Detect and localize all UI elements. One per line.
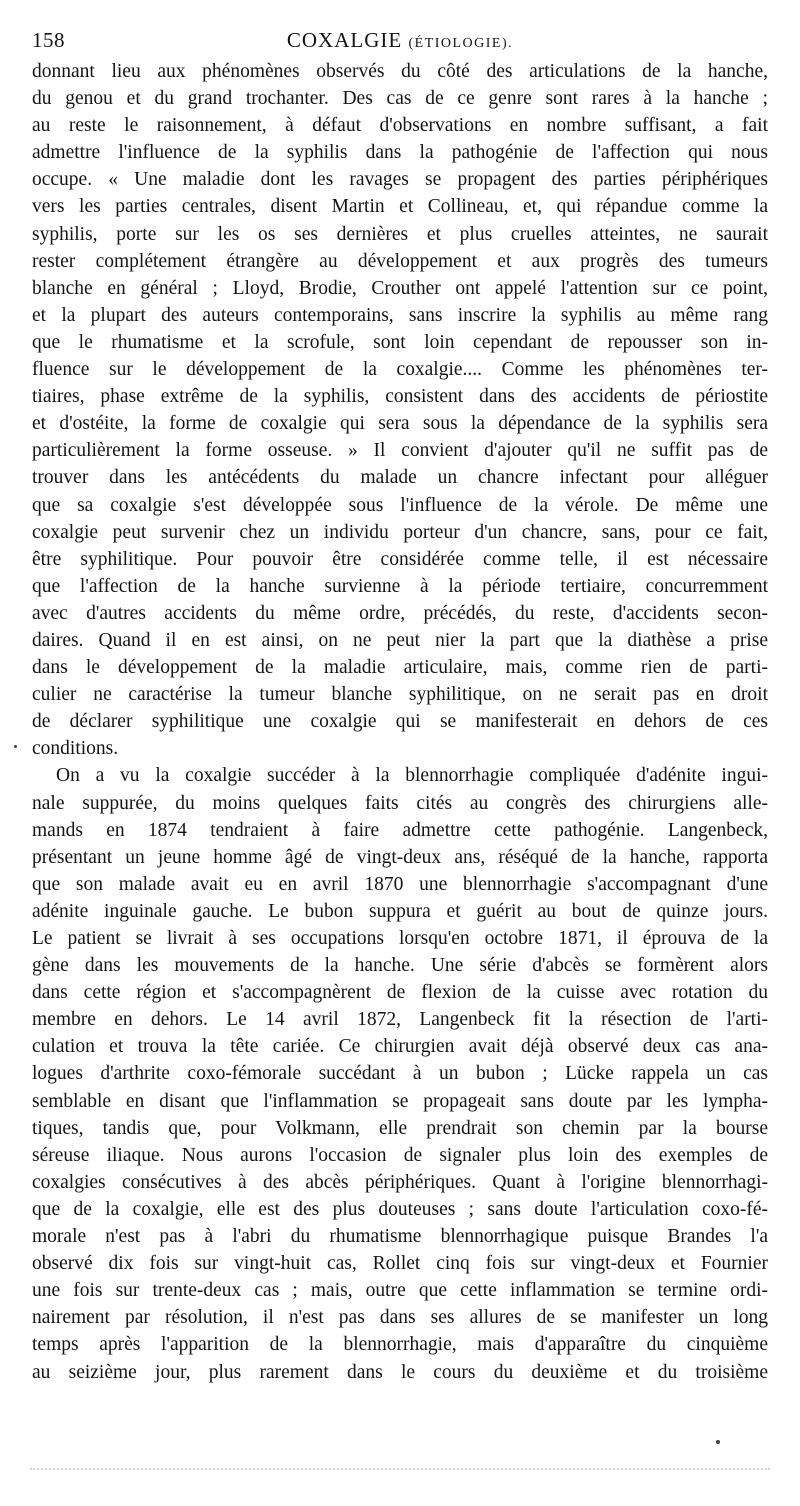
text-line: coxalgies consécutives à des abcès périphériques. Quant à l'origine blennorrhagi- [32, 1171, 768, 1193]
text-line: temps après l'apparition de la blennorrhagie, mais d'apparaître du cinquième [32, 1334, 768, 1356]
text-line: logues d'arthrite coxo-fémorale succédant à un bubon ; Lücke rappela un cas [32, 1063, 768, 1085]
text-line: culier ne caractérise la tumeur blanche syphilitique, on ne serait pas en droit [32, 684, 768, 706]
text-line: une fois sur trente-deux cas ; mais, outre que cette inflammation se termine ordi- [32, 1280, 768, 1302]
text-line: trouver dans les antécédents du malade un chancre infectant pour alléguer [32, 467, 768, 489]
text-line: présentant un jeune homme âgé de vingt-deux ans, réséqué de la hanche, rapporta [32, 846, 768, 868]
bottom-page-marks [30, 1468, 770, 1476]
text-line: adénite inguinale gauche. Le bubon suppura et guérit au bout de quinze jours. [32, 900, 768, 922]
text-line: observé dix fois sur vingt-huit cas, Rollet cinq fois sur vingt-deux et Fournier [32, 1253, 768, 1275]
text-line: gène dans les mouvements de la hanche. Une série d'abcès se formèrent alors [32, 955, 768, 977]
text-line: avec d'autres accidents du même ordre, précédés, du reste, d'accidents secon- [32, 602, 768, 624]
text-line: tiaires, phase extrême de la syphilis, consistent dans des accidents de périostite [32, 386, 768, 408]
text-line: rester complétement étrangère au développement et aux progrès des tumeurs [32, 250, 768, 272]
text-line: être syphilitique. Pour pouvoir être considérée comme telle, il est nécessaire [32, 548, 768, 570]
ink-speck [716, 1440, 720, 1444]
text-line: que l'affection de la hanche survienne à la période tertiaire, concurremment [32, 575, 768, 597]
text-line: syphilis, porte sur les os ses dernières et plus cruelles atteintes, ne saurait [32, 223, 768, 245]
text-line: nairement par résolution, il n'est pas dans ses allures de se manifester un long [32, 1307, 768, 1329]
text-line: dans le développement de la maladie articulaire, mais, comme rien de parti- [32, 657, 768, 679]
page-number: 158 [32, 28, 65, 52]
running-title [32, 28, 768, 53]
text-line: et d'ostéite, la forme de coxalgie qui sera sous la dépendance de la syphilis sera [32, 413, 768, 435]
running-title-main: COXALGIE [286, 28, 403, 52]
body-text [32, 58, 768, 1386]
text-line: que sa coxalgie s'est développée sous l'influence de la vérole. De même une [32, 494, 768, 516]
text-line: occupe. « Une maladie dont les ravages se propagent des parties périphériques [32, 169, 768, 191]
text-line: au seizième jour, plus rarement dans le cours du deuxième et du troisième [32, 1361, 768, 1383]
text-line: que de la coxalgie, elle est des plus douteuses ; sans doute l'articulation coxo-fé- [32, 1198, 768, 1220]
text-line: fluence sur le développement de la coxalgie.... Comme les phénomènes ter- [32, 359, 768, 381]
book-page [32, 28, 768, 1386]
text-line: blanche en général ; Lloyd, Brodie, Crouther ont appelé l'attention sur ce point, [32, 277, 768, 299]
text-line: séreuse iliaque. Nous aurons l'occasion de signaler plus loin des exemples de [32, 1144, 768, 1166]
text-line: et la plupart des auteurs contemporains, sans inscrire la syphilis au même rang [32, 304, 768, 326]
running-head [32, 28, 768, 58]
text-line: au reste le raisonnement, à défaut d'observations en nombre suffisant, a fait [32, 115, 768, 137]
text-line: conditions. [32, 738, 119, 760]
running-title-subtitle: (ÉTIOLOGIE). [408, 36, 514, 51]
text-line: que le rhumatisme et la scrofule, sont loin cependant de repousser son in- [32, 331, 768, 353]
text-line: semblable en disant que l'inflammation se propageait sans doute par les lympha- [32, 1090, 768, 1112]
text-line: vers les parties centrales, disent Martin et Collineau, et, qui répandue comme la [32, 196, 768, 218]
text-line: coxalgie peut survenir chez un individu porteur d'un chancre, sans, pour ce fait, [32, 521, 768, 543]
text-line: du genou et du grand trochanter. Des cas de ce genre sont rares à la hanche ; [32, 88, 768, 110]
text-line: nale suppurée, du moins quelques faits cités au congrès des chirurgiens alle- [32, 792, 768, 814]
text-line: de déclarer syphilitique une coxalgie qui se manifesterait en dehors de ces [32, 711, 768, 733]
text-line: donnant lieu aux phénomènes observés du côté des articulations de la hanche, [32, 61, 768, 82]
text-line: tiques, tandis que, pour Volkmann, elle prendrait son chemin par la bourse [32, 1117, 768, 1139]
text-line: On a vu la coxalgie succéder à la blennorrhagie compliquée d'adénite ingui- [56, 765, 768, 787]
text-line: particulièrement la forme osseuse. » Il convient d'ajouter qu'il ne suffit pas de [32, 440, 768, 462]
ink-speck [14, 745, 17, 748]
text-line: morale n'est pas à l'abri du rhumatisme blennorrhagique puisque Brandes l'a [32, 1226, 768, 1248]
text-line: membre en dehors. Le 14 avril 1872, Langenbeck fit la résection de l'arti- [32, 1009, 768, 1031]
text-line: culation et trouva la tête cariée. Ce chirurgien avait déjà observé deux cas ana- [32, 1036, 768, 1058]
text-line: admettre l'influence de la syphilis dans la pathogénie de l'affection qui nous [32, 142, 768, 164]
text-line: mands en 1874 tendraient à faire admettre cette pathogénie. Langenbeck, [32, 819, 768, 841]
text-line: que son malade avait eu en avril 1870 une blennorrhagie s'accompagnant d'une [32, 873, 768, 895]
text-line: dans cette région et s'accompagnèrent de flexion de la cuisse avec rotation du [32, 982, 768, 1004]
text-line: Le patient se livrait à ses occupations lorsqu'en octobre 1871, il éprouva de la [32, 928, 768, 949]
text-line: daires. Quand il en est ainsi, on ne peut nier la part que la diathèse a prise [32, 629, 768, 651]
